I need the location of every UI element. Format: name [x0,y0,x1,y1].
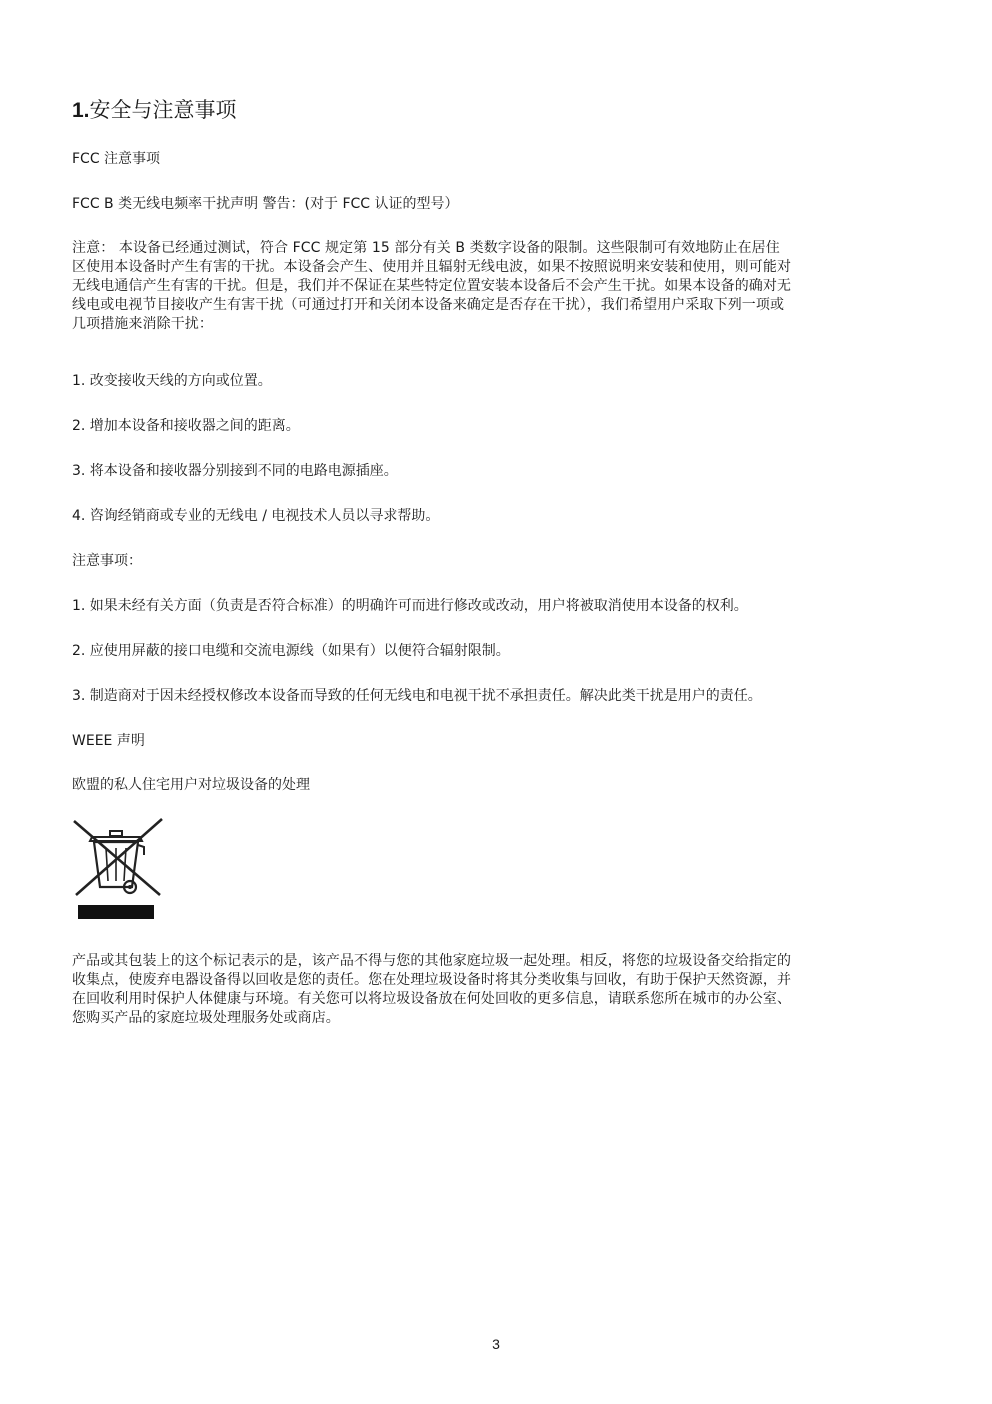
measure-item: 1. 改变接收天线的方向或位置。 [72,373,272,389]
weee-body-line: 收集点，使废弃电器设备得以回收是您的责任。您在处理垃圾设备时将其分类收集与回收，有助于保护天然资源，并 [72,972,792,988]
weee-body-line: 您购买产品的家庭垃圾处理服务处或商店。 [72,1010,340,1026]
fcc-notice-line: 注意： 本设备已经通过测试，符合 FCC 规定第 15 部分有关 B 类数字设备的限制。这些限制可有效地防止在居住 [72,240,780,256]
weee-subtitle: 欧盟的私人住宅用户对垃圾设备的处理 [72,777,310,793]
measure-item: 4. 咨询经销商或专业的无线电 / 电视技术人员以寻求帮助。 [72,508,440,524]
cautions-title: 注意事项： [72,553,142,569]
weee-title: WEEE 声明 [72,733,145,749]
caution-item: 2. 应使用屏蔽的接口电缆和交流电源线（如果有）以便符合辐射限制。 [72,643,510,659]
section-number: 1. [72,99,90,122]
fcc-statement: FCC B 类无线电频率干扰声明 警告：(对于 FCC 认证的型号） [72,196,459,212]
crossed-out-wheelie-bin-icon [70,815,166,923]
weee-body-line: 在回收利用时保护人体健康与环境。有关您可以将垃圾设备放在何处回收的更多信息，请联系您所在城市的办公室、 [72,991,792,1007]
page-number: 3 [492,1336,500,1352]
caution-item: 3. 制造商对于因未经授权修改本设备而导致的任何无线电和电视干扰不承担责任。解决此类干扰是用户的责任。 [72,688,762,704]
fcc-notice-line: 线电或电视节目接收产生有害干扰（可通过打开和关闭本设备来确定是否存在干扰），我们希望用户采取下列一项或 [72,297,785,313]
fcc-title: FCC 注意事项 [72,151,161,167]
fcc-notice-line: 无线电通信产生有害的干扰。但是，我们并不保证在某些特定位置安装本设备后不会产生干扰。如果本设备的确对无 [72,278,792,294]
section-title: 安全与注意事项 [89,98,237,122]
caution-item: 1. 如果未经有关方面（负责是否符合标准）的明确许可而进行修改或改动，用户将被取消使用本设备的权利。 [72,598,748,614]
fcc-notice-line: 几项措施来消除干扰： [72,316,213,332]
weee-body [72,952,924,1028]
section-heading [72,96,237,125]
weee-body-line: 产品或其包装上的这个标记表示的是，该产品不得与您的其他家庭垃圾一起处理。相反，将您的垃圾设备交给指定的 [72,953,792,969]
fcc-notice [72,239,924,334]
measure-item: 3. 将本设备和接收器分别接到不同的电路电源插座。 [72,463,398,479]
measure-item: 2. 增加本设备和接收器之间的距离。 [72,418,300,434]
fcc-notice-line: 区使用本设备时产生有害的干扰。本设备会产生、使用并且辐射无线电波，如果不按照说明来安装和使用，则可能对 [72,259,792,275]
